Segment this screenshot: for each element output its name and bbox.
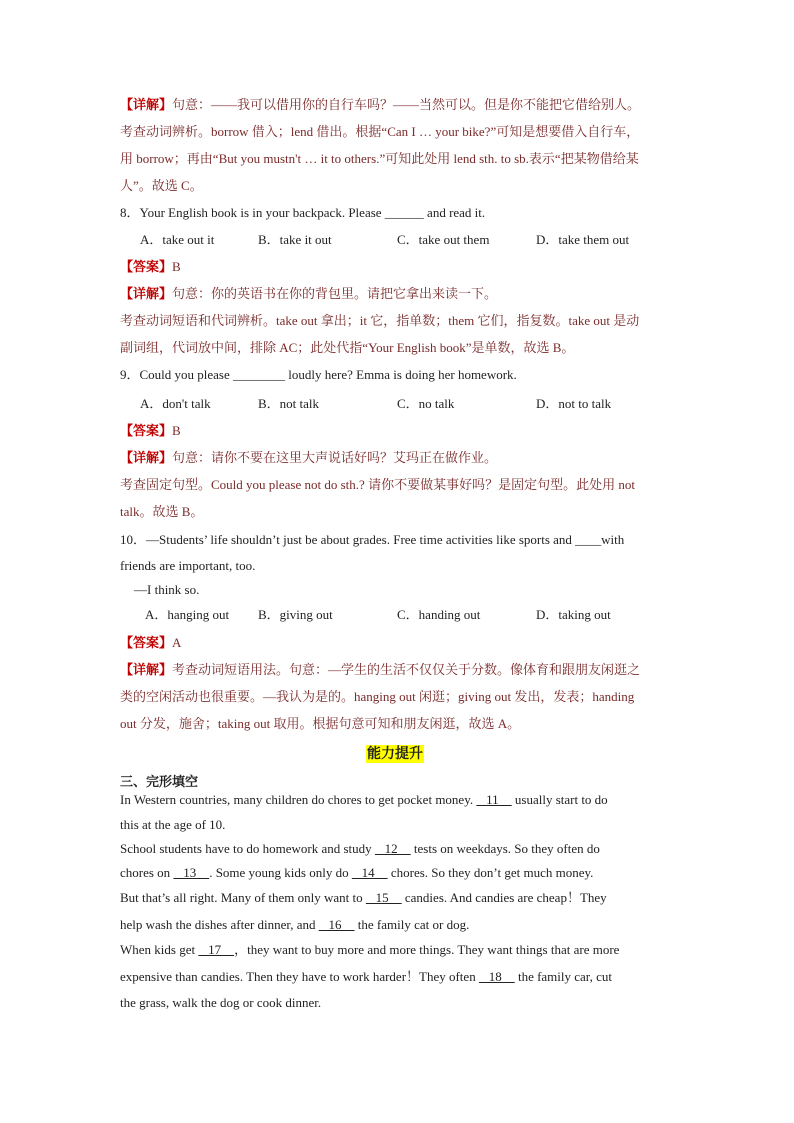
q9-detail-line3: talk。故选 B。 <box>120 504 204 519</box>
q7-detail-line3: 用 borrow；再由“But you mustn't … it to others.”可知此处用 lend sth. to sb.表示“把某物借给某 <box>120 151 639 166</box>
q8-option-c: C．take out them <box>397 232 490 247</box>
q9-option-b: B．not talk <box>258 396 320 411</box>
cloze-text: ，they want to buy more and more things. They want things that are more <box>234 942 620 957</box>
cloze-text: School students have to do homework and study <box>120 841 375 856</box>
cloze-text: expensive than candies. Then they have to work harder！They often <box>120 969 479 984</box>
cloze-blank: 15 <box>365 890 402 905</box>
cloze-line <box>120 916 469 934</box>
cloze-line <box>120 994 321 1012</box>
cloze-text: help wash the dishes after dinner, and <box>120 917 319 932</box>
q9-answer: 【答案】B <box>120 423 181 438</box>
q9-option-a: A．don't talk <box>140 396 211 411</box>
cloze-text: But that’s all right. Many of them only want to <box>120 890 366 905</box>
cloze-text: usually start to do <box>511 792 608 807</box>
cloze-line <box>120 816 225 834</box>
cloze-text: candies. And candies are cheap！They <box>401 890 607 905</box>
cloze-text: the family car, cut <box>514 969 612 984</box>
q8-answer: 【答案】B <box>120 259 181 274</box>
q10-reply: —I think so. <box>134 582 200 597</box>
q8-option-a: A．take out it <box>140 232 215 247</box>
cloze-text: . Some young kids only do <box>209 865 352 880</box>
cloze-blank: 17 <box>198 942 235 957</box>
cloze-line <box>120 889 607 907</box>
cloze-blank: 11 <box>476 792 512 807</box>
cloze-blank: 14 <box>351 865 388 880</box>
q10-option-d: D．taking out <box>536 607 611 622</box>
cloze-blank: 18 <box>478 969 515 984</box>
q8-detail-line2: 考查动词短语和代词辨析。take out 拿出；it 它，指单数；them 它们，指复数。take out 是动 <box>120 313 640 328</box>
q10-option-a: A．hanging out <box>145 607 230 622</box>
section-heading: 能力提升 <box>367 746 423 762</box>
q10-answer: 【答案】A <box>120 635 182 650</box>
q7-detail-line2: 考查动词辨析。borrow 借入；lend 借出。根据“Can I … your bike?”可知是想要借入自行车， <box>120 124 640 139</box>
detail-tag: 【详解】 <box>120 97 173 112</box>
cloze-line <box>120 941 619 959</box>
q10-option-c: C．handing out <box>397 607 481 622</box>
q8-option-d: D．take them out <box>536 232 630 247</box>
q10-detail-line3: out 分发，施舍；taking out 取用。根据句意可知和朋友闲逛，故选 A。 <box>120 716 521 731</box>
q10-detail-line1: 【详解】考查动词短语用法。句意：—学生的生活不仅仅关于分数。像体育和跟朋友闲逛之 <box>120 662 641 677</box>
cloze-text: When kids get <box>120 942 199 957</box>
cloze-text: the grass, walk the dog or cook dinner. <box>120 995 322 1010</box>
cloze-blank: 16 <box>318 917 355 932</box>
cloze-line <box>120 791 608 809</box>
q7-detail-line4: 人”。故选 C。 <box>120 178 203 193</box>
cloze-blank: 12 <box>374 841 411 856</box>
cloze-line <box>120 864 593 882</box>
cloze-text: chores on <box>120 865 174 880</box>
q8-option-b: B．take it out <box>258 232 332 247</box>
cloze-text: tests on weekdays. So they often do <box>410 841 600 856</box>
q9-detail-line2: 考查固定句型。Could you please not do sth.? 请你不要做某事好吗？是固定句型。此处用 not <box>120 477 635 492</box>
q8-stem: 8．Your English book is in your backpack. Please ______ and read it. <box>120 205 486 220</box>
q8-detail-line3: 副词组，代词放中间，排除 AC；此处代指“Your English book”是单数，故选 B。 <box>120 340 575 355</box>
q8-detail-line1: 【详解】句意：你的英语书在你的背包里。请把它拿出来读一下。 <box>120 286 498 301</box>
cloze-text: In Western countries, many children do chores to get pocket money. <box>120 792 477 807</box>
q9-option-d: D．not to talk <box>536 396 612 411</box>
cloze-blank: 13 <box>173 865 210 880</box>
q9-option-c: C．no talk <box>397 396 455 411</box>
q7-detail-line1: 【详解】句意：——我可以借用你的自行车吗？——当然可以。但是你不能把它借给别人。 <box>120 97 641 112</box>
q10-option-b: B．giving out <box>258 607 333 622</box>
cloze-text: chores. So they don’t get much money. <box>387 865 594 880</box>
q10-stem-line2: friends are important, too. <box>120 558 256 573</box>
q9-detail-line1: 【详解】句意：请你不要在这里大声说话好吗？艾玛正在做作业。 <box>120 450 498 465</box>
q9-stem: 9．Could you please ________ loudly here? Emma is doing her homework. <box>120 367 517 382</box>
cloze-text: this at the age of 10. <box>120 817 226 832</box>
cloze-line <box>120 840 600 858</box>
q10-stem: 10．—Students’ life shouldn’t just be about grades. Free time activities like sports and ____with <box>120 532 625 547</box>
cloze-line <box>120 968 612 986</box>
q10-detail-line2: 类的空闲活动也很重要。—我认为是的。hanging out 闲逛；giving out 发出，发表；handing <box>120 689 635 704</box>
cloze-text: the family cat or dog. <box>354 917 470 932</box>
cloze-title: 三、完形填空 <box>120 775 199 790</box>
